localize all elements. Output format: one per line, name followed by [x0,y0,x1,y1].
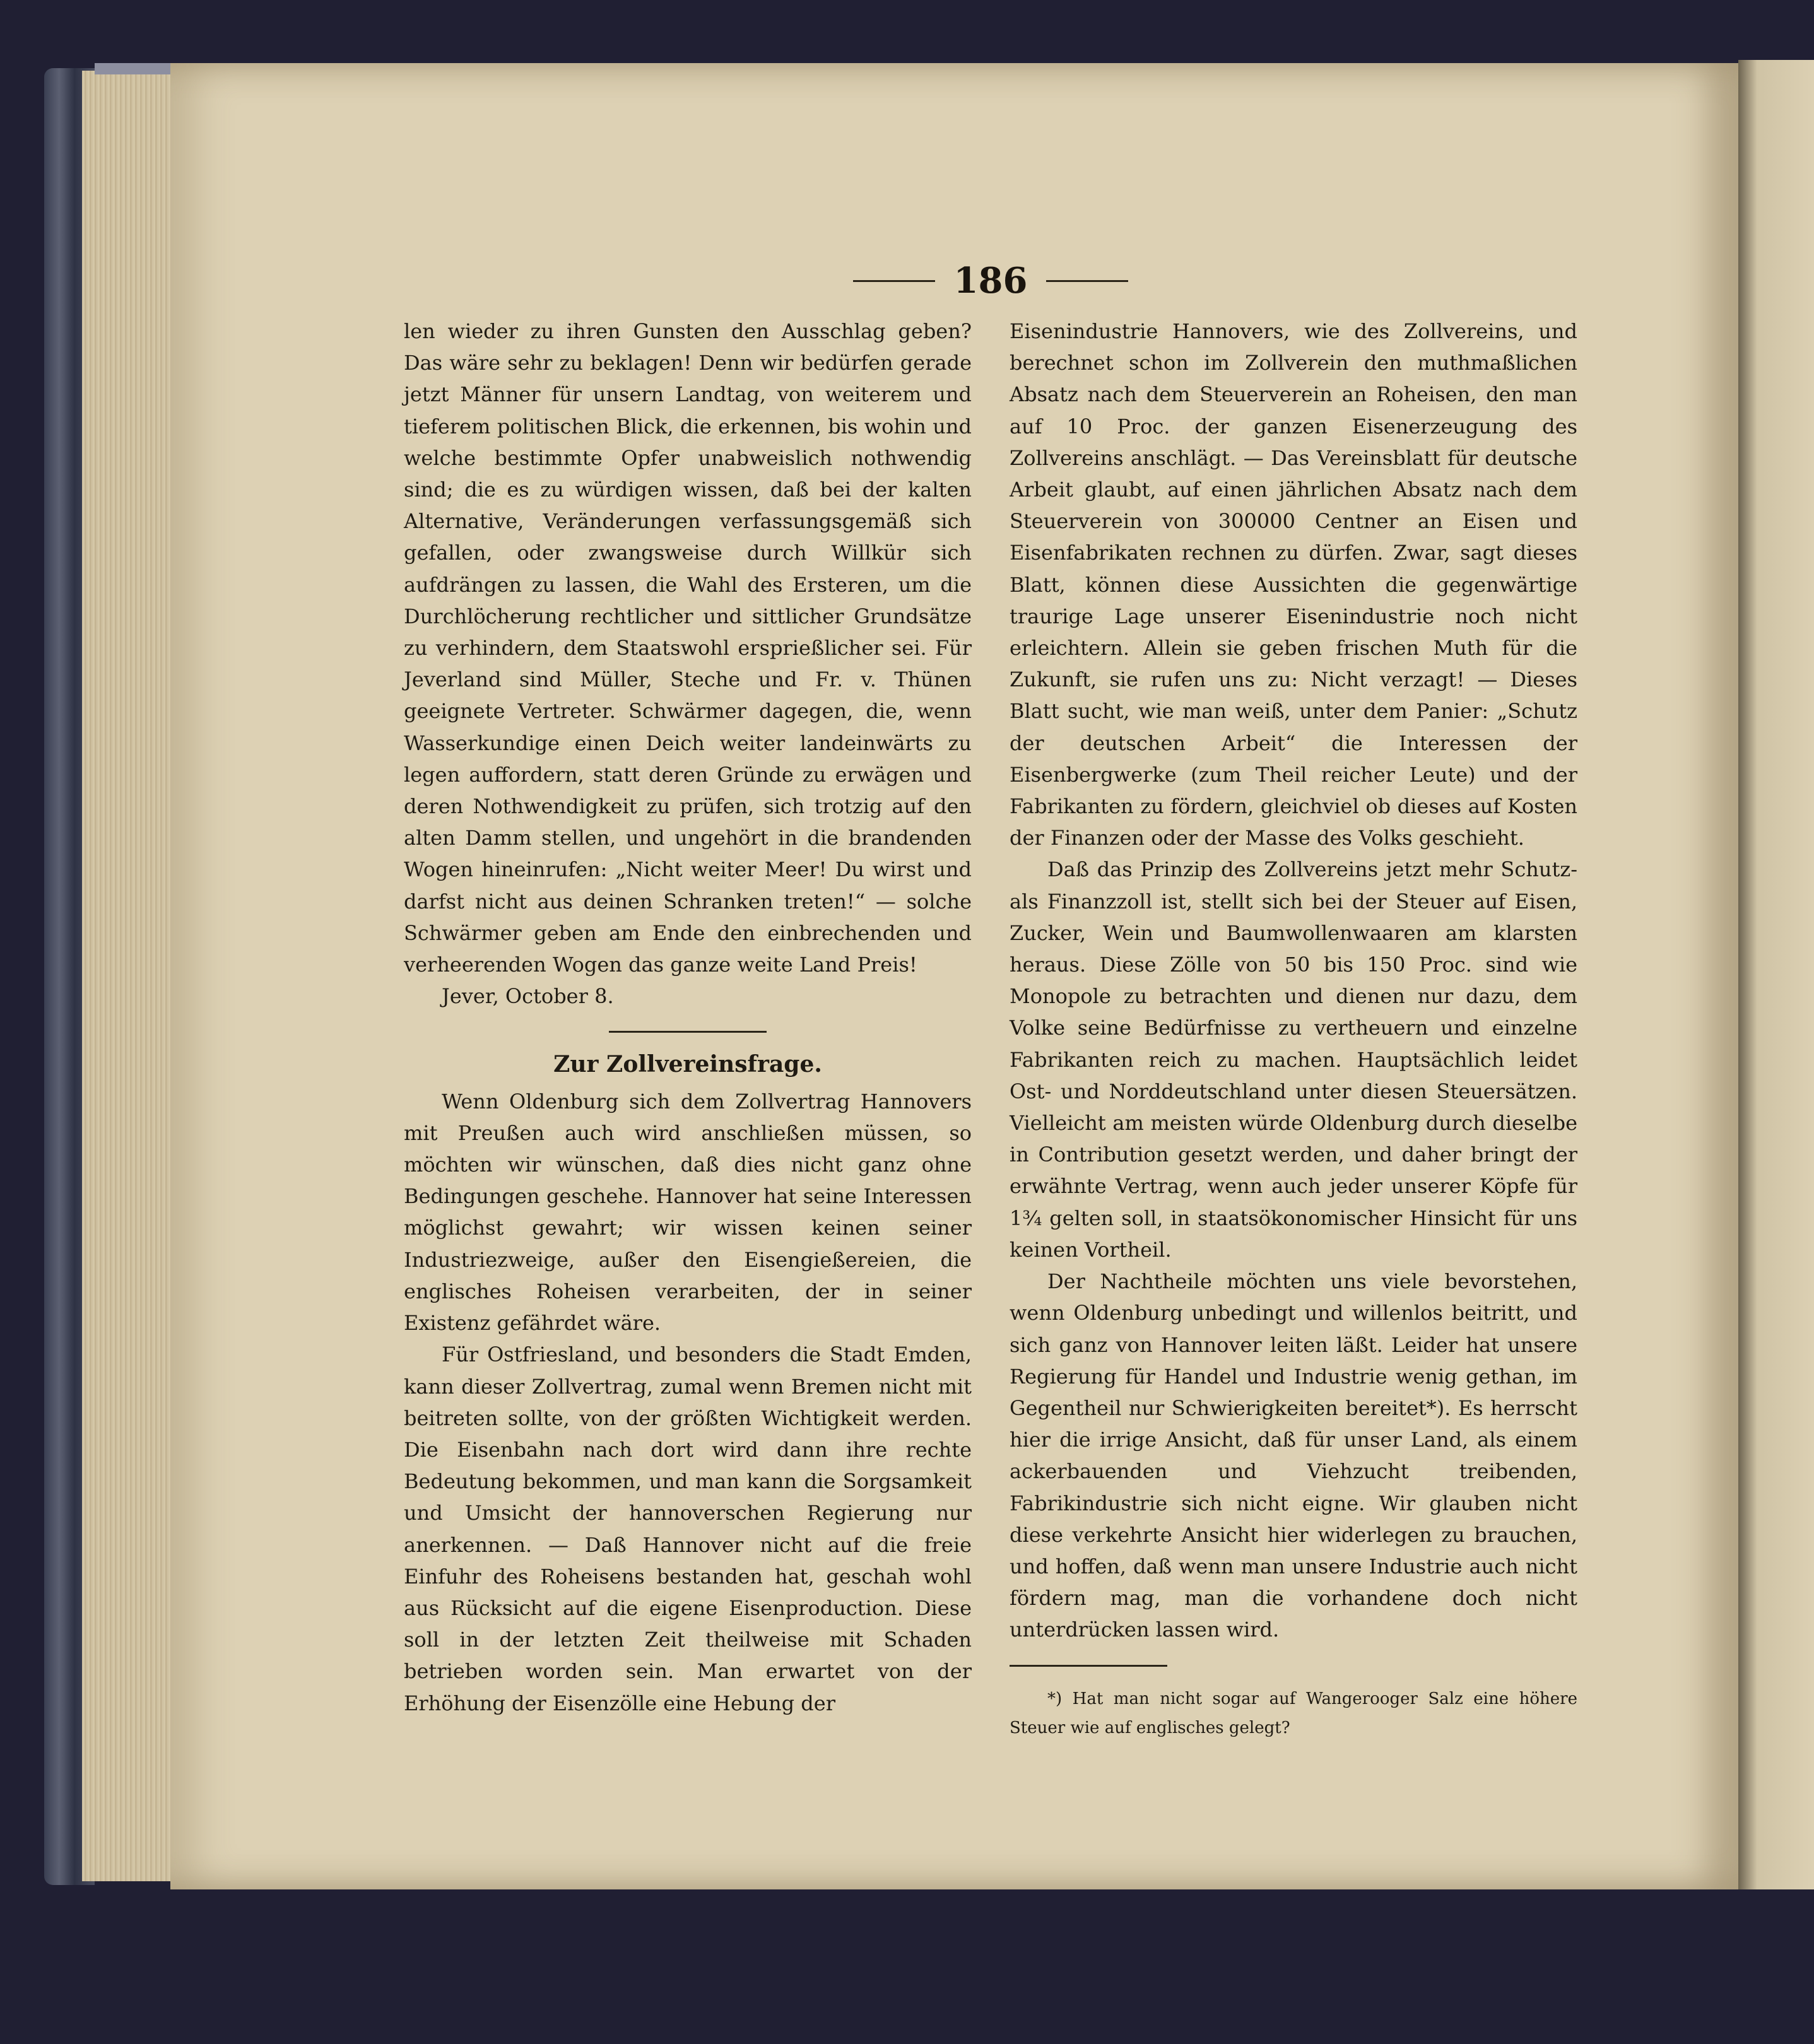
page-number: 186 [953,260,1028,302]
section-divider [609,1031,767,1033]
paragraph: len wieder zu ihren Gunsten den Ausschlag geben? Das wäre sehr zu beklagen! Denn wir bedürfen gerade jetzt Männer für unsern Landtag, von weiterem und tieferem politischen Blick, die erkennen, bis wohin und welche bestimmte Opfer unabweislich nothwendig sind; die es zu würdigen wissen, daß bei der kalten Alternative, Veränderungen verfassungsgemäß sich gefallen, oder zwangsweise durch Willkür sich aufdrängen zu lassen, die Wahl des Ersteren, um die Durchlöcherung rechtlicher und sittlicher Grundsätze zu verhindern, dem Staatswohl ersprießlicher sei. Für Jeverland sind Müller, Steche und Fr. v. Thünen geeignete Vertreter. Schwärmer dagegen, die, wenn Wasserkundige einen Deich weiter landeinwärts zu legen auffordern, statt deren Gründe zu erwägen und deren Nothwendigkeit zu prüfen, sich trotzig auf den alten Damm stellen, und ungehört in die brandenden Wogen hineinrufen: „Nicht weiter Meer! Du wirst und darfst nicht aus deinen Schranken treten!“ — solche Schwärmer geben am Ende den einbrechenden und verheerenden Wogen das ganze weite Land Preis! [404,319,972,977]
footnote-divider [1010,1665,1167,1667]
header-rule-right [1046,280,1128,282]
header-rule-left [853,280,935,282]
right-column [1010,315,1577,1742]
page-header [820,256,1161,306]
paragraph: Wenn Oldenburg sich dem Zollvertrag Hannovers mit Preußen auch wird anschließen müssen, so möchten wir wünschen, daß dies nicht ganz ohne Bedingungen geschehe. Hannover hat seine Interessen möglichst gewahrt; wir wissen keinen seiner Industriezweige, außer den Eisengießereien, die englisches Roheisen verarbeiten, der in seiner Existenz gefährdet wäre. [404,1089,972,1336]
page-stack-edge [82,71,177,1881]
left-column [404,315,972,1719]
article-title: Zur Zollvereinsfrage. [553,1051,822,1078]
paragraph: Daß das Prinzip des Zollvereins jetzt mehr Schutz- als Finanzzoll ist, stellt sich bei der Steuer auf Eisen, Zucker, Wein und Baumwollenwaaren am klarsten heraus. Diese Zölle von 50 bis 150 Proc. sind wie Monopole zu betrachten und dienen nur dazu, dem Volke seine Bedürfnisse zu vertheuern und einzelne Fabrikanten reich zu machen. Hauptsächlich leidet Ost- und Norddeutschland unter diesen Steuersätzen. Vielleicht am meisten würde Oldenburg durch dieselbe in Contribution gesetzt werden, und daher bringt der erwähnte Vertrag, wenn auch jeder unserer Köpfe für 1¾ gelten soll, in staatsökonomischer Hinsicht für uns keinen Vortheil. [1010,857,1577,1262]
paragraph: Der Nachtheile möchten uns viele bevorstehen, wenn Oldenburg unbedingt und willenlos beitritt, und sich ganz von Hannover leiten läßt. Leider hat unsere Regierung für Handel und Industrie wenig gethan, im Gegentheil nur Schwierigkeiten bereitet*). Es herrscht hier die irrige Ansicht, daß für unser Land, als einem ackerbauenden und Viehzucht treibenden, Fabrikindustrie sich nicht eigne. Wir glauben nicht diese verkehrte Ansicht hier widerlegen zu brauchen, und hoffen, daß wenn man unsere Industrie auch nicht fördern mag, man die vorhandene doch nicht unterdrücken lassen wird. [1010,1269,1577,1642]
paragraph: Eisenindustrie Hannovers, wie des Zollvereins, und berechnet schon im Zollverein den muthmaßlichen Absatz nach dem Steuerverein an Roheisen, den man auf 10 Proc. der ganzen Eisenerzeugung des Zollvereins anschlägt. — Das Vereinsblatt für deutsche Arbeit glaubt, auf einen jährlichen Absatz nach dem Steuerverein von 300000 Centner an Eisen und Eisenfabrikaten rechnen zu dürfen. Zwar, sagt dieses Blatt, können diese Aussichten die gegenwärtige traurige Lage unserer Eisenindustrie noch nicht erleichtern. Allein sie geben frischen Muth für die Zukunft, sie rufen uns zu: Nicht verzagt! — Dieses Blatt sucht, wie man weiß, unter dem Panier: „Schutz der deutschen Arbeit“ die Interessen der Eisenbergwerke (zum Theil reicher Leute) und der Fabrikanten zu fördern, gleichviel ob dieses auf Kosten der Finanzen oder der Masse des Volks geschieht. [1010,319,1577,850]
footnote: *) Hat man nicht sogar auf Wangerooger Salz eine höhere Steuer wie auf englisches gelegt? [1010,1689,1577,1737]
next-page-edge [1738,60,1814,1889]
dateline: Jever, October 8. [442,984,614,1009]
paragraph: Für Ostfriesland, und besonders die Stadt Emden, kann dieser Zollvertrag, zumal wenn Bremen nicht mit beitreten sollte, von der größten Wichtigkeit werden. Die Eisenbahn nach dort wird dann ihre rechte Bedeutung bekommen, und man kann die Sorgsamkeit und Umsicht der hannoverschen Regierung nur anerkennen. — Daß Hannover nicht auf die freie Einfuhr des Roheisens bestanden hat, geschah wohl aus Rücksicht auf die eigene Eisenproduction. Diese soll in der letzten Zeit theilweise mit Schaden betrieben worden sein. Man erwartet von der Erhöhung der Eisenzölle eine Hebung der [404,1342,972,1715]
